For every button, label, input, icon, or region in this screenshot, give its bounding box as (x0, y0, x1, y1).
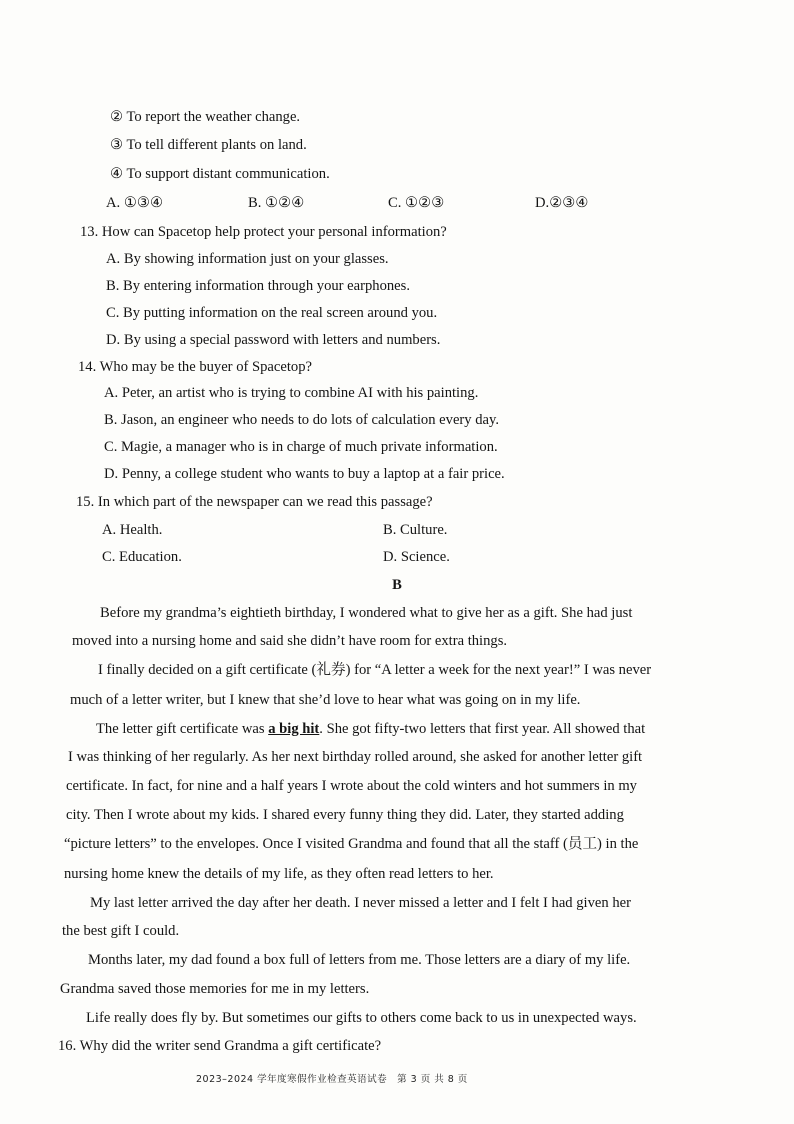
q12-option-c: C. ①②③ (388, 195, 445, 211)
passage-line: much of a letter writer, but I knew that she’d love to hear what was going on in my life. (70, 692, 581, 708)
q12-item-3: ③ To tell different plants on land. (110, 137, 307, 153)
passage-line: Grandma saved those memories for me in my letters. (60, 981, 370, 997)
passage-line: certificate. In fact, for nine and a half years I wrote about the cold winters and hot summers in my (66, 778, 637, 794)
page-footer: 2023–2024 学年度寒假作业检查英语试卷 第 3 页 共 8 页 (196, 1074, 468, 1085)
q12-option-b: B. ①②④ (248, 195, 305, 211)
q15-question: 15. In which part of the newspaper can we read this passage? (76, 494, 433, 510)
passage-line: Before my grandma’s eightieth birthday, I wondered what to give her as a gift. She had just (100, 605, 633, 621)
passage-line: “picture letters” to the envelopes. Once I visited Grandma and found that all the staff (员工) in the (64, 836, 639, 852)
q14-option-d: D. Penny, a college student who wants to buy a laptop at a fair price. (104, 466, 505, 482)
passage-line: My last letter arrived the day after her death. I never missed a letter and I felt I had given her (90, 895, 631, 911)
passage-line: Life really does fly by. But sometimes our gifts to others come back to us in unexpected ways. (86, 1010, 637, 1026)
q15-option-c: C. Education. (102, 549, 182, 565)
q13-option-a: A. By showing information just on your glasses. (106, 251, 389, 267)
q15-option-a: A. Health. (102, 522, 163, 538)
q12-option-d: D.②③④ (535, 195, 589, 211)
passage-line: city. Then I wrote about my kids. I shared every funny thing they did. Later, they started adding (66, 807, 624, 823)
passage-line: moved into a nursing home and said she didn’t have room for extra things. (72, 633, 508, 649)
passage-line: nursing home knew the details of my life, as they often read letters to her. (64, 866, 494, 882)
passage-line: I finally decided on a gift certificate (礼券) for “A letter a week for the next year!” I was never (98, 662, 652, 678)
q14-option-b: B. Jason, an engineer who needs to do lots of calculation every day. (104, 412, 499, 428)
q15-option-b: B. Culture. (383, 522, 448, 538)
q14-option-c: C. Magie, a manager who is in charge of much private information. (104, 439, 498, 455)
q13-option-b: B. By entering information through your earphones. (106, 278, 410, 294)
passage-line: I was thinking of her regularly. As her next birthday rolled around, she asked for another letter gift (68, 749, 643, 765)
q13-option-d: D. By using a special password with letters and numbers. (106, 332, 441, 348)
passage-text: The letter gift certificate was (96, 721, 269, 737)
q15-option-d: D. Science. (383, 549, 450, 565)
q16-question: 16. Why did the writer send Grandma a gift certificate? (58, 1038, 382, 1054)
q13-question: 13. How can Spacetop help protect your personal information? (80, 224, 447, 240)
passage-line: Months later, my dad found a box full of letters from me. Those letters are a diary of my life. (88, 952, 631, 968)
q12-item-4: ④ To support distant communication. (110, 166, 330, 182)
q14-option-a: A. Peter, an artist who is trying to combine AI with his painting. (104, 385, 479, 401)
q14-question: 14. Who may be the buyer of Spacetop? (78, 359, 312, 375)
q12-item-2: ② To report the weather change. (110, 109, 301, 125)
passage-text: . She got fifty-two letters that first year. All showed that (319, 721, 646, 737)
passage-line: the best gift I could. (62, 923, 180, 939)
section-b-heading: B (392, 577, 402, 593)
underlined-phrase: a big hit (268, 721, 320, 737)
passage-line (96, 720, 645, 738)
q12-option-a: A. ①③④ (106, 195, 164, 211)
q13-option-c: C. By putting information on the real screen around you. (106, 305, 438, 321)
